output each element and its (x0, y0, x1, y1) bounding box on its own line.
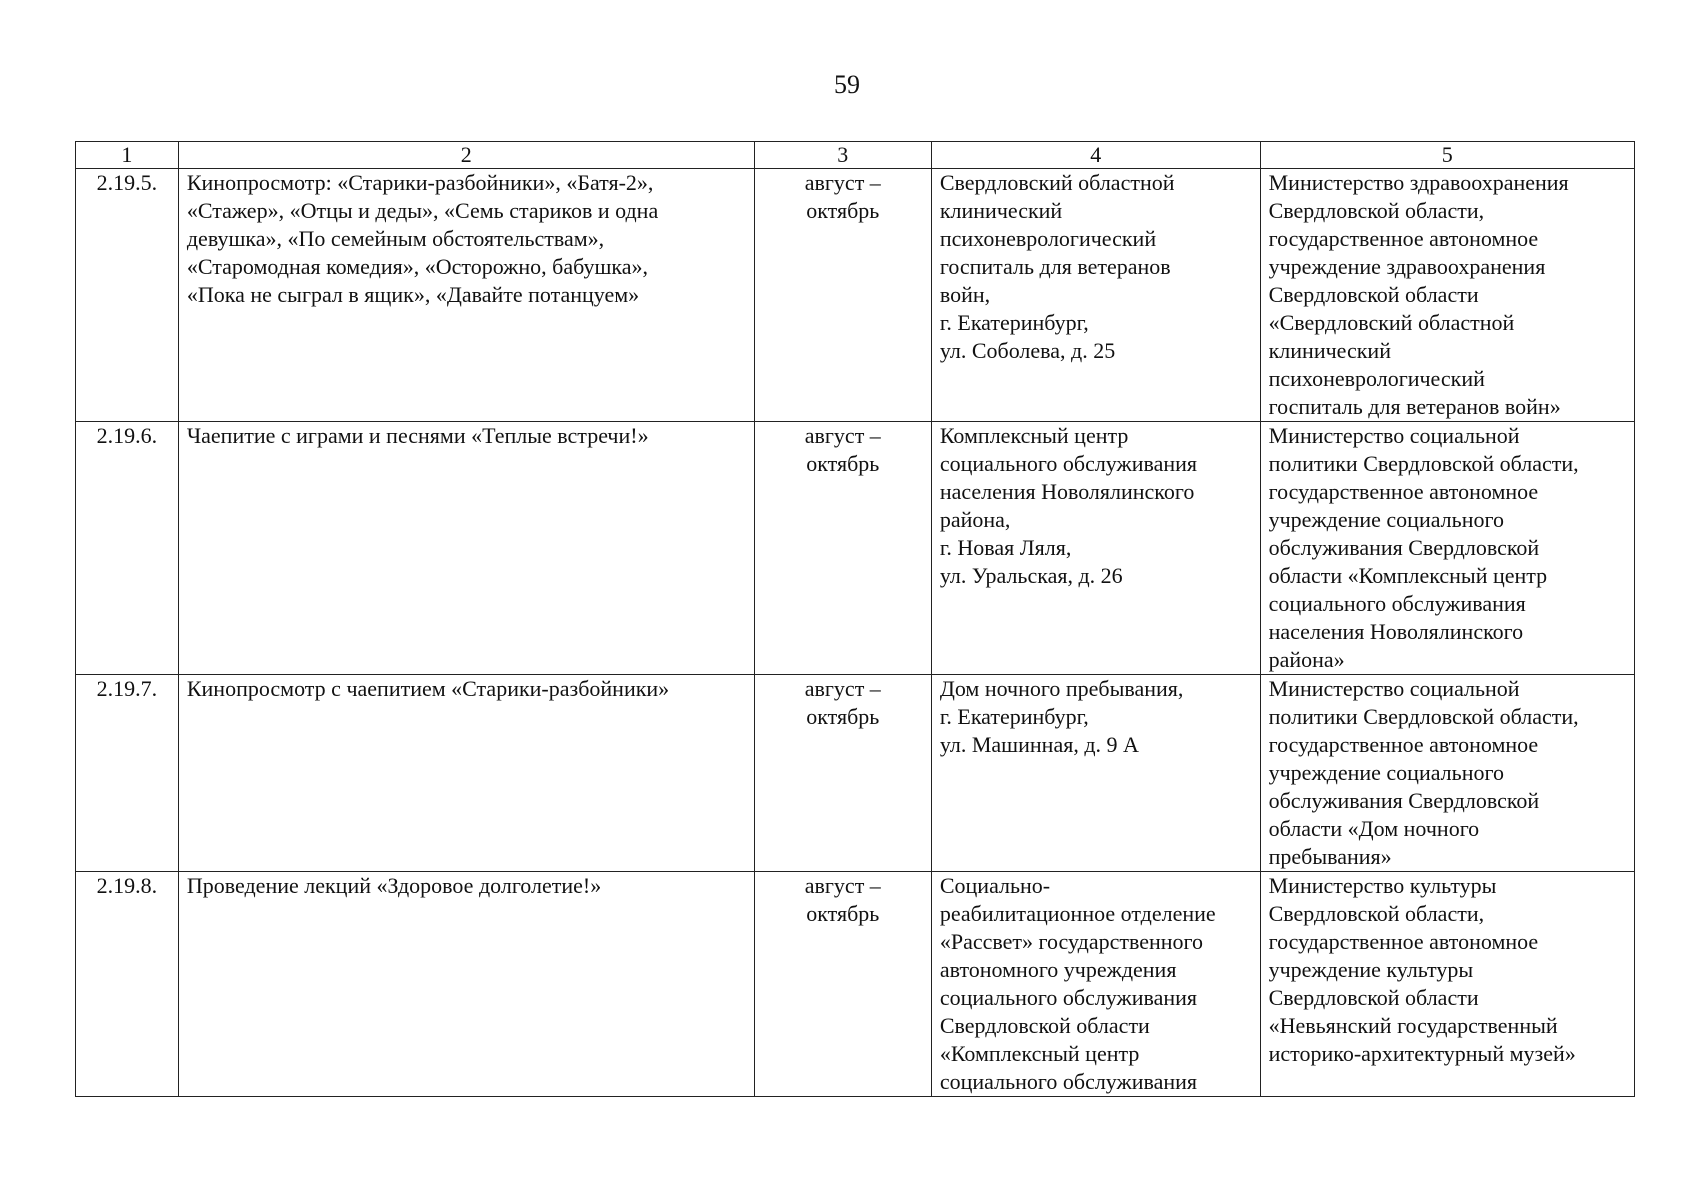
column-header-3: 3 (754, 142, 931, 169)
events-table (75, 141, 1635, 1097)
column-header-4: 4 (931, 142, 1260, 169)
table-row (76, 422, 1635, 675)
table-row (76, 675, 1635, 872)
event-dates: август – октябрь (754, 675, 931, 872)
column-header-5: 5 (1260, 142, 1634, 169)
event-organizer: Министерство культуры Свердловской области, государственное автономное учреждение культуры Свердловской области «Невьянский государственный историко-архитектурный музей» (1260, 872, 1634, 1097)
event-place: Свердловский областной клинический психоневрологический госпиталь для ветеранов войн, г. Екатеринбург, ул. Соболева, д. 25 (931, 169, 1260, 422)
event-dates: август – октябрь (754, 169, 931, 422)
event-place: Комплексный центр социального обслуживания населения Новолялинского района, г. Новая Ляля, ул. Уральская, д. 26 (931, 422, 1260, 675)
event-place: Дом ночного пребывания, г. Екатеринбург, ул. Машинная, д. 9 А (931, 675, 1260, 872)
row-number: 2.19.5. (76, 169, 179, 422)
event-name: Проведение лекций «Здоровое долголетие!» (178, 872, 754, 1097)
table-header-row (76, 142, 1635, 169)
event-name: Кинопросмотр: «Старики-разбойники», «Батя-2», «Стажер», «Отцы и деды», «Семь стариков и одна девушка», «По семейным обстоятельствам», «Старомодная комедия», «Осторожно, бабушка», «Пока не сыграл в ящик», «Давайте потанцуем» (178, 169, 754, 422)
row-number: 2.19.7. (76, 675, 179, 872)
page-number: 59 (834, 70, 860, 99)
event-organizer: Министерство социальной политики Свердловской области, государственное автономное учреждение социального обслуживания Свердловской области «Комплексный центр социального обслуживания населения Новолялинского района» (1260, 422, 1634, 675)
event-dates: август – октябрь (754, 422, 931, 675)
table-row (76, 872, 1635, 1097)
event-dates: август – октябрь (754, 872, 931, 1097)
column-header-1: 1 (76, 142, 179, 169)
column-header-2: 2 (178, 142, 754, 169)
event-name: Чаепитие с играми и песнями «Теплые встречи!» (178, 422, 754, 675)
table-row (76, 169, 1635, 422)
event-organizer: Министерство здравоохранения Свердловской области, государственное автономное учреждение здравоохранения Свердловской области «Свердловский областной клинический психоневрологический госпиталь для ветеранов войн» (1260, 169, 1634, 422)
row-number: 2.19.6. (76, 422, 179, 675)
event-organizer: Министерство социальной политики Свердловской области, государственное автономное учреждение социального обслуживания Свердловской области «Дом ночного пребывания» (1260, 675, 1634, 872)
row-number: 2.19.8. (76, 872, 179, 1097)
event-name: Кинопросмотр с чаепитием «Старики-разбойники» (178, 675, 754, 872)
event-place: Социально- реабилитационное отделение «Рассвет» государственного автономного учреждения социального обслуживания Свердловской области «Комплексный центр социального обслуживания (931, 872, 1260, 1097)
